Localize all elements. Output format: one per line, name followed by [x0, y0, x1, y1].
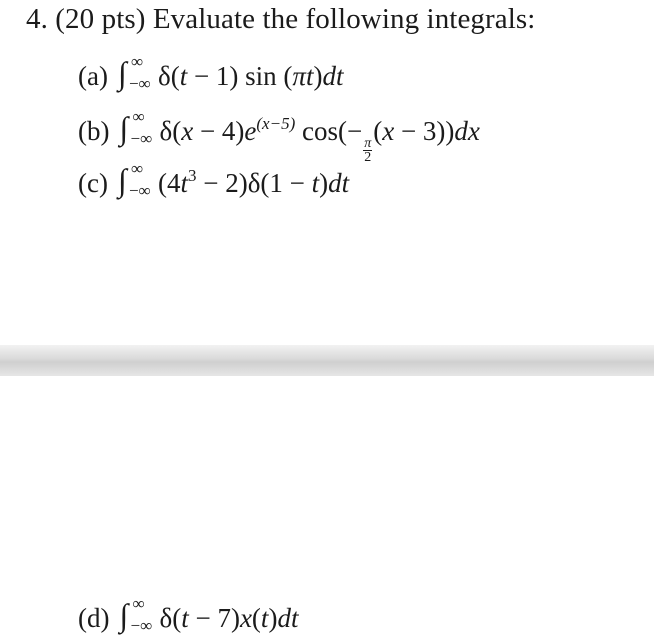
- integral-sign: ∫ ∞ −∞: [117, 159, 151, 200]
- integral-sign: ∫ ∞ −∞: [117, 52, 151, 93]
- fraction-pi-over-2: $\frac{\pi}{2}$: [364, 136, 372, 165]
- integral-sign: ∫ ∞ −∞: [119, 594, 153, 635]
- item-label: (c): [78, 168, 108, 198]
- item-label: (b): [78, 116, 110, 146]
- item-label: (a): [78, 61, 108, 91]
- integral-item-c: (c) ∫ ∞ −∞ $(4t^3 - 2)\delta(1 - t)dt$: [78, 159, 350, 200]
- integral-item-b: (b) ∫ ∞ −∞ $\delta(x - 4)e^{(x-5)}$ cos(− $\frac{\pi}{2}$ (x − 3))dx: [78, 107, 480, 165]
- problem-heading: 4. (20 pts) Evaluate the following integrals:: [26, 3, 536, 35]
- page-separator: [0, 345, 654, 376]
- integral-item-d: (d) ∫ ∞ −∞ δ(t − 7)x(t)dt: [78, 594, 299, 635]
- integral-item-a: (a) ∫ ∞ −∞ δ(t − 1) sin (πt)dt: [78, 52, 344, 93]
- integral-sign: ∫ ∞ −∞: [119, 107, 153, 148]
- item-label: (d): [78, 603, 110, 633]
